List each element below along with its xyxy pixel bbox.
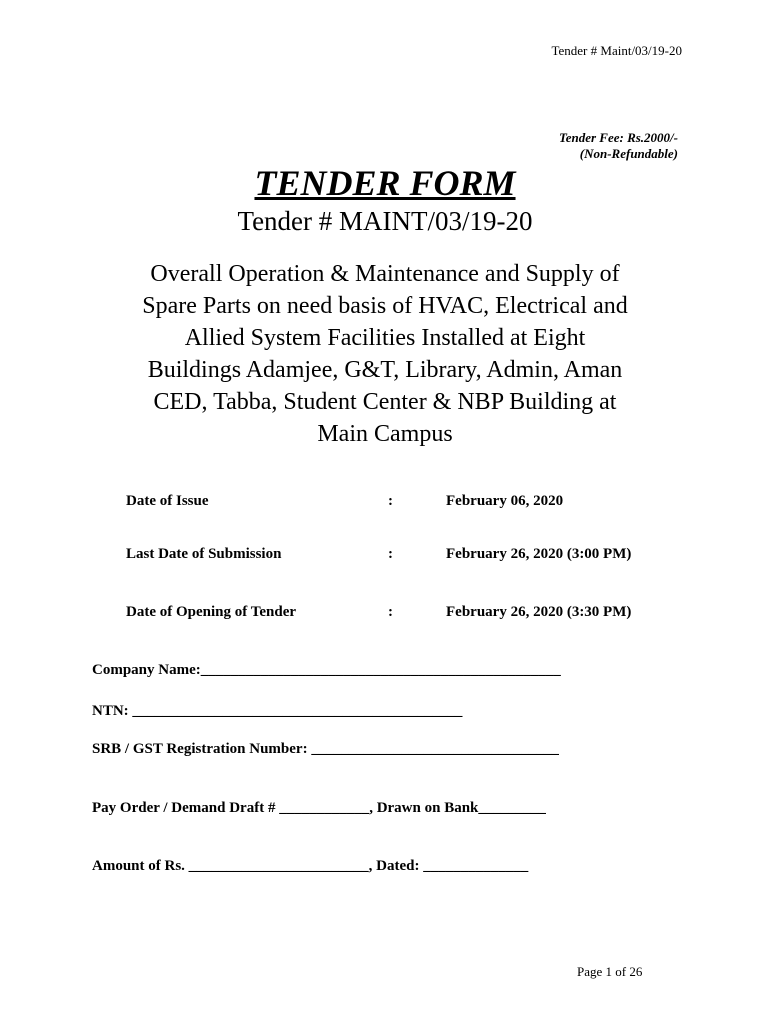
page-number: Page 1 of 26 — [577, 964, 643, 979]
subject-line: Overall Operation & Maintenance and Supply of — [150, 261, 620, 287]
date-of-issue-value: February 06, 2020 — [446, 493, 564, 509]
opening-date-value: February 26, 2020 (3:30 PM) — [446, 604, 632, 620]
separator: : — [388, 546, 393, 562]
ntn-field[interactable]: NTN: ____________________________________________ — [92, 703, 463, 719]
subject-line: Allied System Facilities Installed at Eight — [184, 325, 586, 351]
separator: : — [388, 604, 393, 620]
tender-fee: Tender Fee: Rs.2000/- — [558, 130, 678, 145]
tender-number: Tender # MAINT/03/19-20 — [237, 206, 533, 236]
last-date-submission-value: February 26, 2020 (3:00 PM) — [446, 546, 632, 562]
subject-line: Main Campus — [317, 421, 453, 447]
subject-line: Spare Parts on need basis of HVAC, Electrical and — [142, 293, 628, 319]
subject-line: CED, Tabba, Student Center & NBP Building at — [153, 389, 617, 415]
amount-field[interactable]: Amount of Rs. ________________________, Dated: ______________ — [92, 858, 529, 874]
pay-order-field[interactable]: Pay Order / Demand Draft # ____________, Drawn on Bank_________ — [92, 800, 546, 816]
separator: : — [388, 493, 393, 509]
document-title: TENDER FORM — [254, 163, 516, 203]
tender-subject — [80, 258, 690, 450]
date-of-issue-label: Date of Issue — [126, 493, 209, 509]
srb-gst-field[interactable]: SRB / GST Registration Number: _________________________________ — [92, 741, 559, 757]
header-reference: Tender # Maint/03/19-20 — [551, 43, 682, 58]
opening-date-label: Date of Opening of Tender — [126, 604, 297, 620]
subject-line: Buildings Adamjee, G&T, Library, Admin, Aman — [147, 357, 623, 383]
company-name-field[interactable]: Company Name:________________________________________________ — [92, 662, 561, 678]
last-date-submission-label: Last Date of Submission — [126, 546, 282, 562]
tender-fee-note: (Non-Refundable) — [579, 146, 678, 161]
